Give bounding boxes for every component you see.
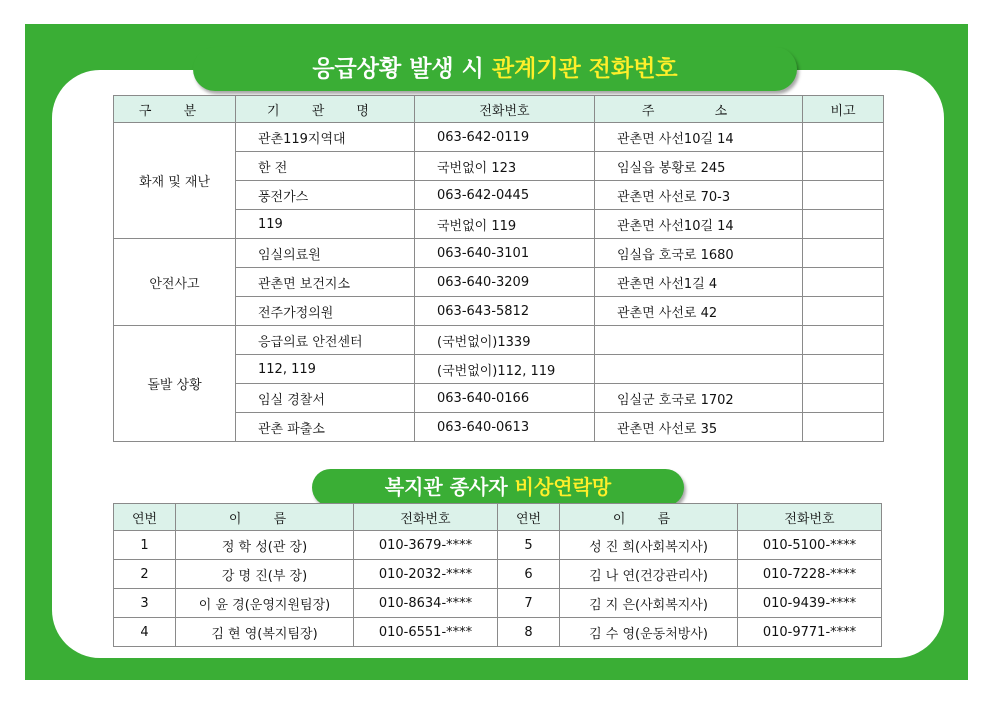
number-cell: 2 xyxy=(114,560,176,589)
note-cell xyxy=(803,355,884,384)
phone-cell: 063-642-0445 xyxy=(415,181,595,210)
emergency-contacts-table xyxy=(113,95,884,442)
address-cell xyxy=(595,355,803,384)
table-header-row xyxy=(114,504,882,531)
phone-cell: 063-640-0166 xyxy=(415,384,595,413)
name-cell: 성 진 희(사회복지사) xyxy=(560,531,738,560)
header-category: 구 분 xyxy=(114,96,236,123)
phone-cell: 국번없이 119 xyxy=(415,210,595,239)
address-cell: 관촌면 사선로 35 xyxy=(595,413,803,442)
header-number: 연번 xyxy=(114,504,176,531)
header-name: 이 름 xyxy=(176,504,354,531)
header-address: 주 소 xyxy=(595,96,803,123)
note-cell xyxy=(803,181,884,210)
phone-cell: 063-642-0119 xyxy=(415,123,595,152)
note-cell xyxy=(803,123,884,152)
address-cell: 임실읍 봉황로 245 xyxy=(595,152,803,181)
number-cell: 4 xyxy=(114,618,176,647)
header-phone: 전화번호 xyxy=(415,96,595,123)
name-cell: 이 윤 경(운영지원팀장) xyxy=(176,589,354,618)
phone-cell: 063-640-3101 xyxy=(415,239,595,268)
address-cell: 관촌면 사선10길 14 xyxy=(595,210,803,239)
note-cell xyxy=(803,413,884,442)
phone-cell: 063-643-5812 xyxy=(415,297,595,326)
name-cell: 김 수 영(운동처방사) xyxy=(560,618,738,647)
phone-cell: 063-640-0613 xyxy=(415,413,595,442)
title-prefix: 응급상황 발생 시 xyxy=(312,56,492,82)
table-row xyxy=(114,326,884,355)
phone-cell: 010-8634-**** xyxy=(354,589,498,618)
table-row xyxy=(114,531,882,560)
address-cell: 관촌면 사선10길 14 xyxy=(595,123,803,152)
agency-cell: 응급의료 안전센터 xyxy=(236,326,415,355)
phone-cell: 063-640-3209 xyxy=(415,268,595,297)
table-header-row xyxy=(114,96,884,123)
note-cell xyxy=(803,152,884,181)
title-prefix: 복지관 종사자 xyxy=(384,475,515,499)
name-cell: 정 학 성(관 장) xyxy=(176,531,354,560)
number-cell: 3 xyxy=(114,589,176,618)
name-cell: 김 나 연(건강관리사) xyxy=(560,560,738,589)
note-cell xyxy=(803,384,884,413)
number-cell: 1 xyxy=(114,531,176,560)
phone-cell: 010-6551-**** xyxy=(354,618,498,647)
table-row xyxy=(114,589,882,618)
agency-cell: 112, 119 xyxy=(236,355,415,384)
number-cell: 5 xyxy=(498,531,560,560)
category-cell: 돌발 상황 xyxy=(114,326,236,442)
title-banner-emergency xyxy=(193,47,797,91)
address-cell: 임실읍 호국로 1680 xyxy=(595,239,803,268)
agency-cell: 관촌면 보건지소 xyxy=(236,268,415,297)
name-cell: 강 명 진(부 장) xyxy=(176,560,354,589)
phone-cell: 010-9439-**** xyxy=(738,589,882,618)
address-cell: 관촌면 사선1길 4 xyxy=(595,268,803,297)
address-cell: 관촌면 사선로 70-3 xyxy=(595,181,803,210)
header-agency: 기 관 명 xyxy=(236,96,415,123)
note-cell xyxy=(803,326,884,355)
address-cell: 관촌면 사선로 42 xyxy=(595,297,803,326)
table-row xyxy=(114,618,882,647)
title-highlight: 비상연락망 xyxy=(514,475,612,499)
category-cell: 화재 및 재난 xyxy=(114,123,236,239)
name-cell: 김 지 은(사회복지사) xyxy=(560,589,738,618)
table-row xyxy=(114,123,884,152)
title-highlight: 관계기관 전화번호 xyxy=(491,56,678,82)
number-cell: 7 xyxy=(498,589,560,618)
address-cell: 임실군 호국로 1702 xyxy=(595,384,803,413)
phone-cell: (국번없이)112, 119 xyxy=(415,355,595,384)
agency-cell: 관촌119지역대 xyxy=(236,123,415,152)
name-cell: 김 현 영(복지팀장) xyxy=(176,618,354,647)
header-phone: 전화번호 xyxy=(354,504,498,531)
header-note: 비고 xyxy=(803,96,884,123)
agency-cell: 관촌 파출소 xyxy=(236,413,415,442)
number-cell: 8 xyxy=(498,618,560,647)
agency-cell: 임실 경찰서 xyxy=(236,384,415,413)
note-cell xyxy=(803,268,884,297)
agency-cell: 119 xyxy=(236,210,415,239)
agency-cell: 임실의료원 xyxy=(236,239,415,268)
phone-cell: 010-2032-**** xyxy=(354,560,498,589)
phone-cell: 010-9771-**** xyxy=(738,618,882,647)
header-name: 이 름 xyxy=(560,504,738,531)
title-banner-staff xyxy=(312,469,684,506)
phone-cell: 010-7228-**** xyxy=(738,560,882,589)
note-cell xyxy=(803,297,884,326)
phone-cell: 010-3679-**** xyxy=(354,531,498,560)
agency-cell: 전주가정의원 xyxy=(236,297,415,326)
note-cell xyxy=(803,210,884,239)
category-cell: 안전사고 xyxy=(114,239,236,326)
agency-cell: 한 전 xyxy=(236,152,415,181)
table-row xyxy=(114,560,882,589)
note-cell xyxy=(803,239,884,268)
number-cell: 6 xyxy=(498,560,560,589)
phone-cell: 010-5100-**** xyxy=(738,531,882,560)
staff-contacts-table xyxy=(113,503,882,647)
address-cell xyxy=(595,326,803,355)
phone-cell: 국번없이 123 xyxy=(415,152,595,181)
phone-cell: (국번없이)1339 xyxy=(415,326,595,355)
agency-cell: 풍전가스 xyxy=(236,181,415,210)
table-row xyxy=(114,239,884,268)
header-number: 연번 xyxy=(498,504,560,531)
header-phone: 전화번호 xyxy=(738,504,882,531)
